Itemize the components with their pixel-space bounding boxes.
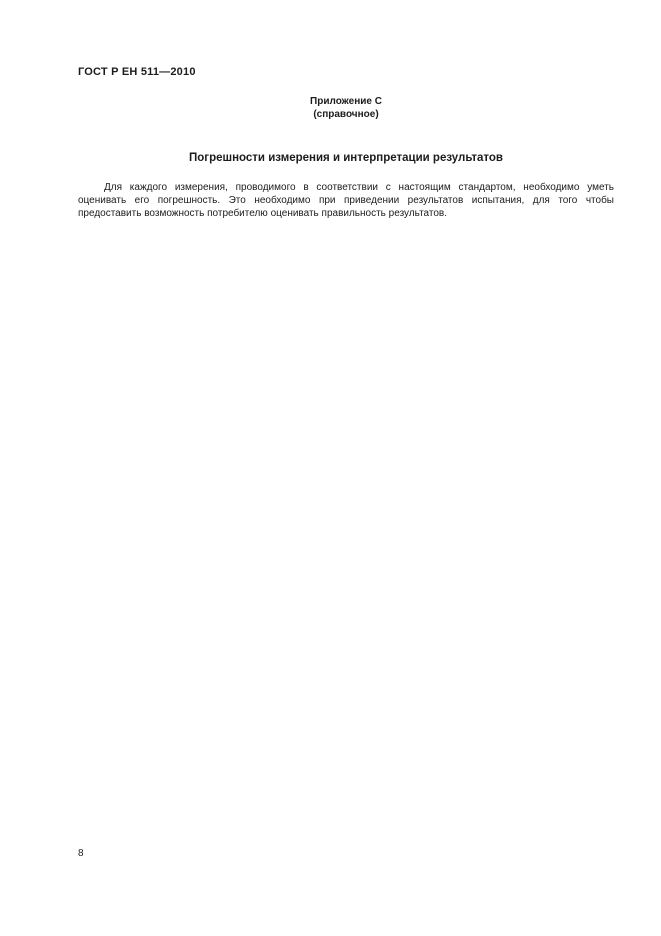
- page-number: 8: [78, 848, 84, 859]
- appendix-heading: [78, 95, 614, 121]
- section-title: Погрешности измерения и интерпретации результатов: [189, 152, 503, 164]
- appendix-label: Приложение С: [310, 96, 382, 107]
- document-designation: ГОСТ Р ЕН 511—2010: [78, 66, 196, 78]
- body-paragraph: Для каждого измерения, проводимого в соответствии с настоящим стандартом, необходимо уметь оценивать его погрешность. Это необходимо при приведении результатов испытания, для того чтобы предоставить возможность потребителю оценивать правильность результатов.: [78, 182, 614, 219]
- appendix-note: (справочное): [313, 109, 379, 120]
